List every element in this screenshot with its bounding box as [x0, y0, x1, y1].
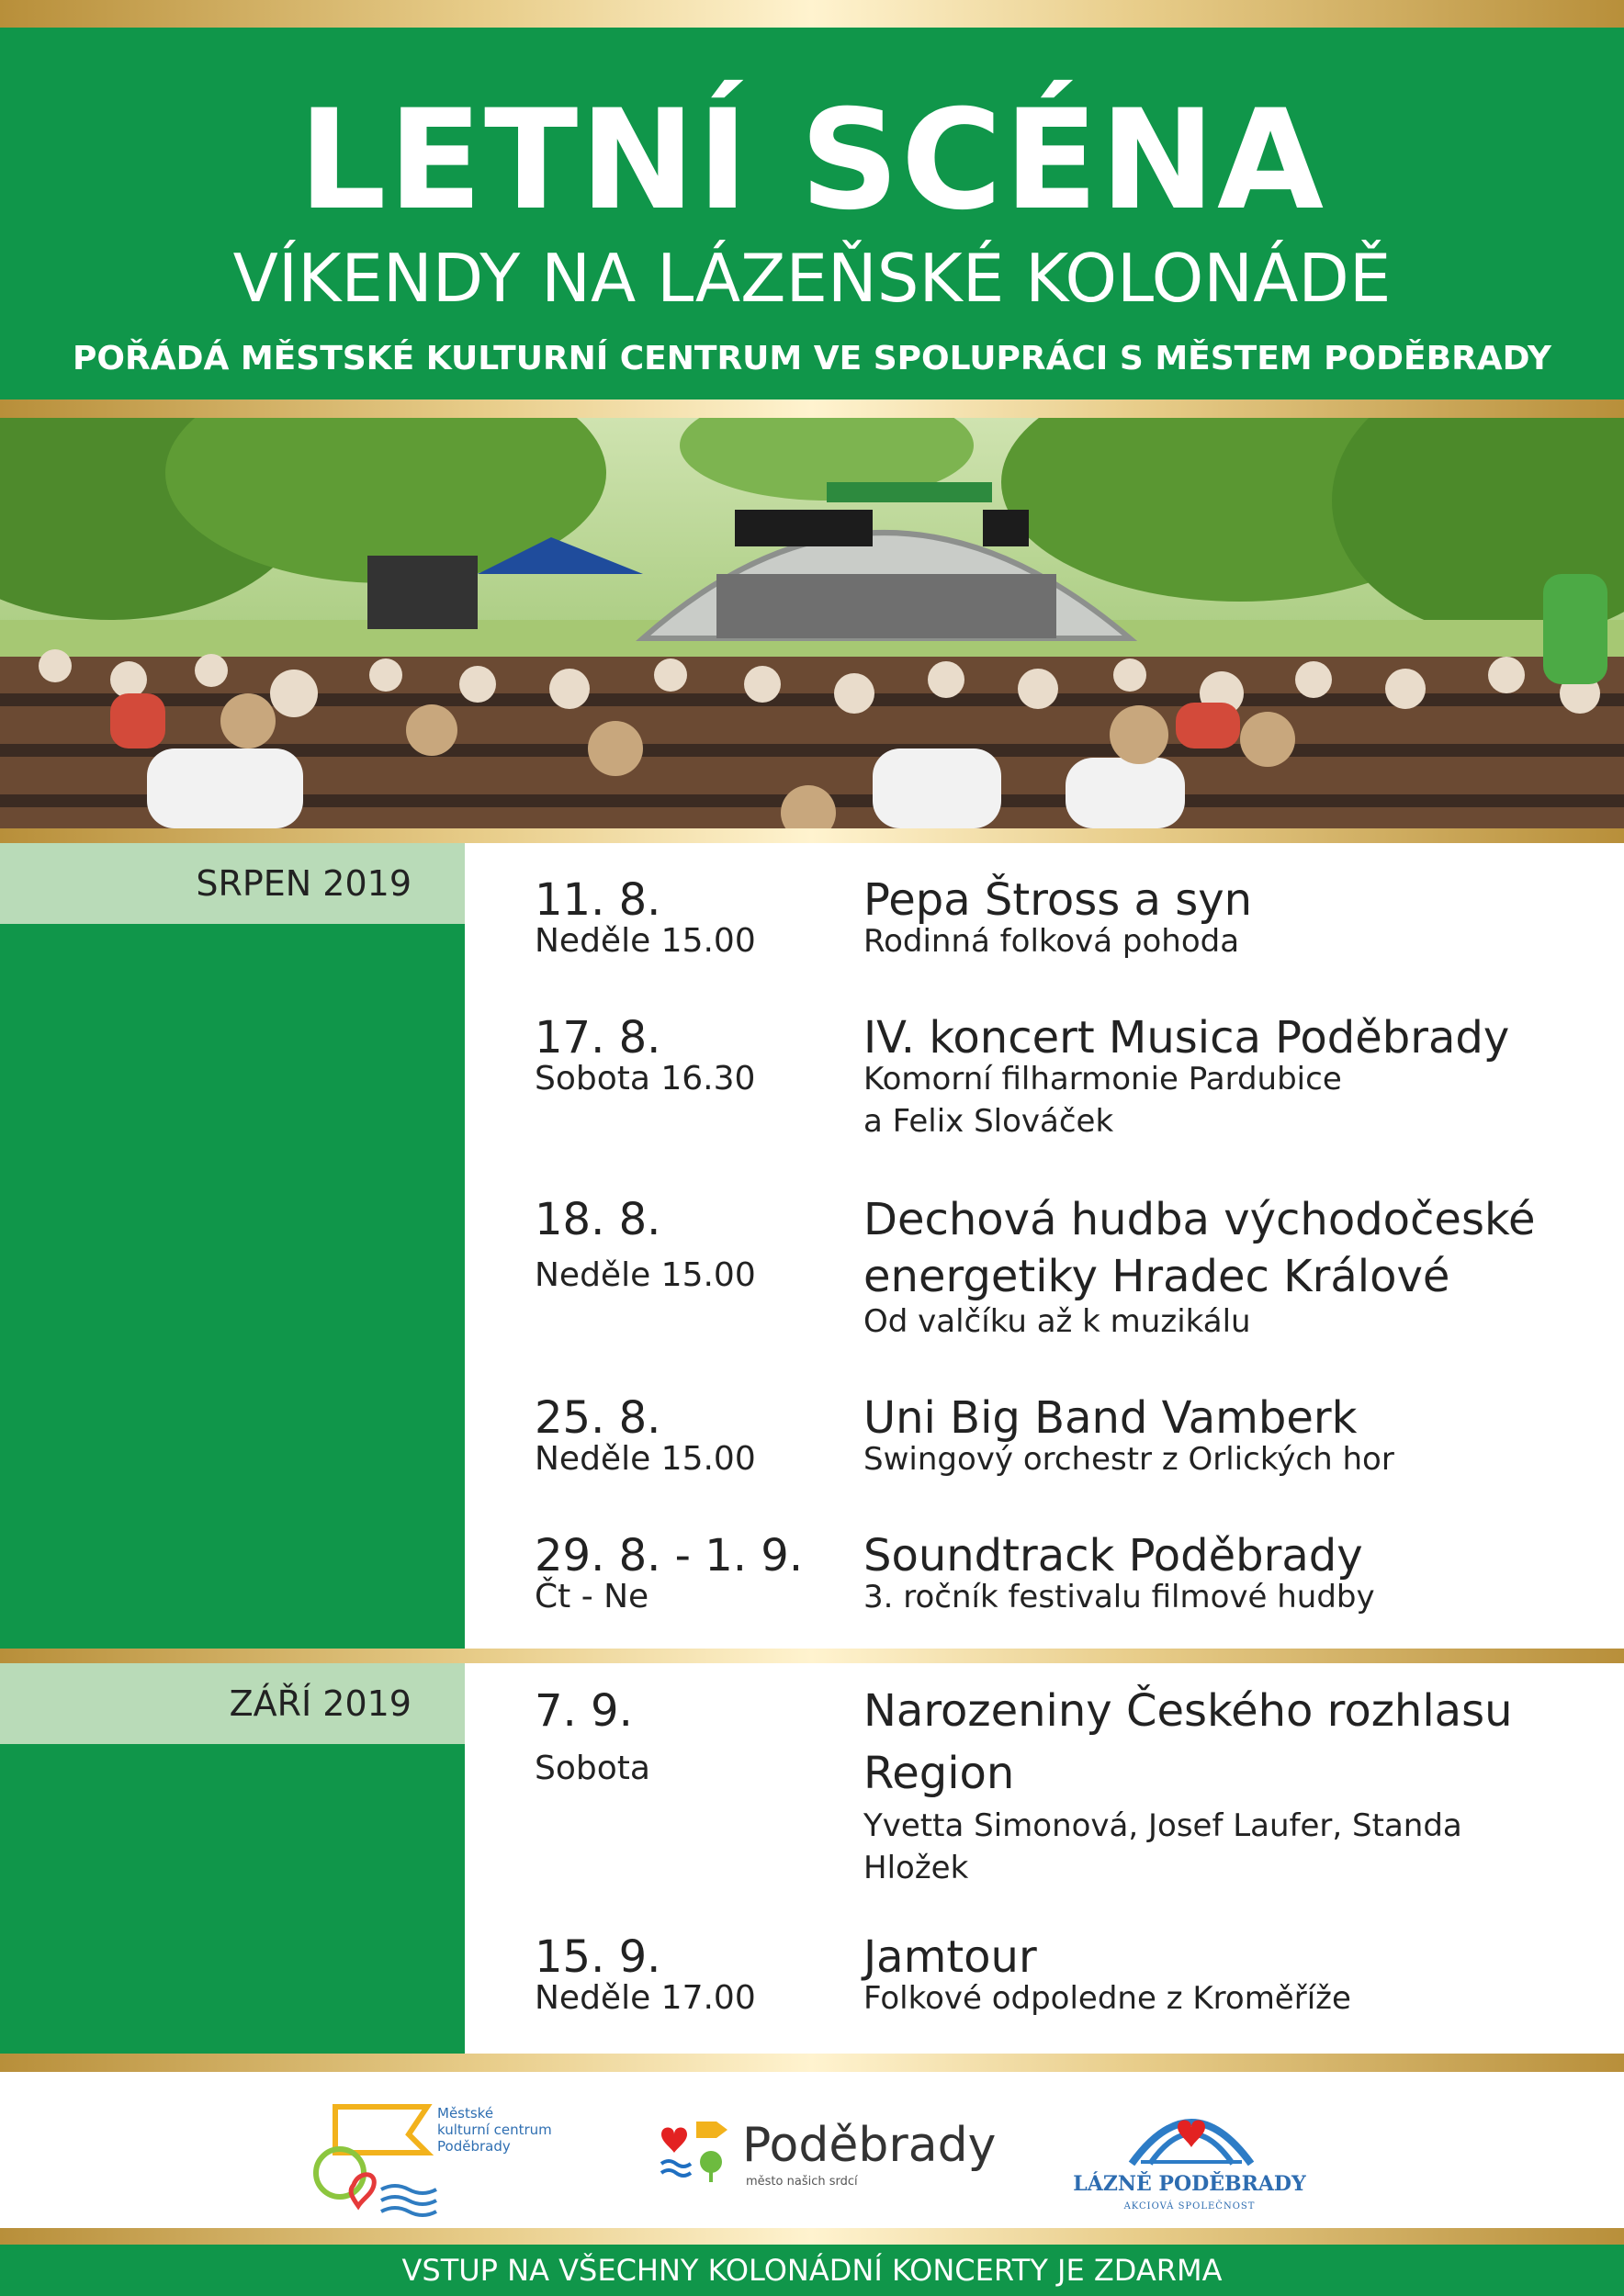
section-september	[0, 1663, 1624, 2054]
month-label: SRPEN 2019	[0, 843, 465, 924]
header-gold-border	[0, 400, 1624, 418]
event-desc: Rodinná folková pohoda	[863, 923, 1240, 960]
mkc-logo-icon	[308, 2098, 445, 2219]
event-desc: Hložek	[863, 1850, 969, 1886]
spa-logo-icon	[1122, 2090, 1260, 2166]
event-desc: a Felix Slováček	[863, 1103, 1114, 1140]
event-day: Neděle 17.00	[535, 1979, 756, 2017]
city-logo-icon	[660, 2120, 733, 2184]
event-name: Uni Big Band Vamberk	[863, 1392, 1358, 1444]
logos-gold-border	[0, 2054, 1624, 2072]
month-label: ZÁŘÍ 2019	[0, 1663, 465, 1744]
sponsor-logos	[0, 2072, 1624, 2228]
concert-photo-illustration	[0, 418, 1624, 828]
city-logo-name: Poděbrady	[742, 2118, 997, 2173]
section-august	[0, 843, 1624, 1649]
event-date: 15. 9.	[535, 1931, 661, 1983]
spa-logo-name: LÁZNĚ PODĚBRADY	[1073, 2172, 1306, 2196]
event-day: Sobota 16.30	[535, 1060, 756, 1097]
event-desc: Od valčíku až k muzikálu	[863, 1303, 1251, 1340]
event-date: 7. 9.	[535, 1685, 633, 1737]
event-name: Dechová hudba východočeské	[863, 1194, 1536, 1245]
top-gold-border	[0, 0, 1624, 28]
concert-photo	[0, 418, 1624, 828]
event-day: Sobota	[535, 1750, 650, 1787]
event-name: IV. koncert Musica Poděbrady	[863, 1012, 1510, 1064]
event-date: 11. 8.	[535, 874, 661, 926]
footer-gold-border	[0, 2228, 1624, 2245]
event-name: Region	[863, 1748, 1015, 1799]
event-desc: Komorní filharmonie Pardubice	[863, 1061, 1342, 1097]
event-name: Narozeniny Českého rozhlasu	[863, 1685, 1513, 1737]
event-date: 18. 8.	[535, 1194, 661, 1245]
event-desc: 3. ročník festivalu filmové hudby	[863, 1579, 1375, 1615]
spa-logo-tagline: AKCIOVÁ SPOLEČNOST	[1123, 2201, 1256, 2212]
city-logo-tagline: město našich srdcí	[746, 2175, 858, 2189]
event-name: Soundtrack Poděbrady	[863, 1530, 1363, 1581]
event-name: Jamtour	[863, 1931, 1037, 1983]
month-column	[0, 843, 465, 1649]
event-date: 29. 8. - 1. 9.	[535, 1530, 804, 1581]
event-day: Neděle 15.00	[535, 1256, 756, 1294]
poster-title: LETNÍ SCÉNA	[298, 81, 1326, 241]
event-day: Neděle 15.00	[535, 1440, 756, 1478]
header-banner	[0, 28, 1624, 400]
event-desc: Folkové odpoledne z Kroměříže	[863, 1980, 1351, 2017]
organizer-line: POŘÁDÁ MĚSTSKÉ KULTURNÍ CENTRUM VE SPOLUPRÁCI S MĚSTEM PODĚBRADY	[73, 340, 1551, 377]
footer-banner: VSTUP NA VŠECHNY KOLONÁDNÍ KONCERTY JE ZDARMA	[0, 2245, 1624, 2296]
event-day: Neděle 15.00	[535, 922, 756, 960]
event-name: energetiky Hradec Králové	[863, 1251, 1450, 1302]
event-day: Čt - Ne	[535, 1578, 649, 1615]
section-gold-border	[0, 1649, 1624, 1663]
event-date: 17. 8.	[535, 1012, 661, 1064]
event-desc: Swingový orchestr z Orlických hor	[863, 1441, 1394, 1478]
mkc-logo-text: Městské kulturní centrum Poděbrady	[437, 2105, 552, 2155]
photo-gold-border	[0, 828, 1624, 843]
event-date: 25. 8.	[535, 1392, 661, 1444]
poster-subtitle: VÍKENDY NA LÁZEŇSKÉ KOLONÁDĚ	[232, 240, 1392, 317]
event-name: Pepa Štross a syn	[863, 874, 1253, 926]
event-desc: Yvetta Simonová, Josef Laufer, Standa	[863, 1807, 1462, 1844]
